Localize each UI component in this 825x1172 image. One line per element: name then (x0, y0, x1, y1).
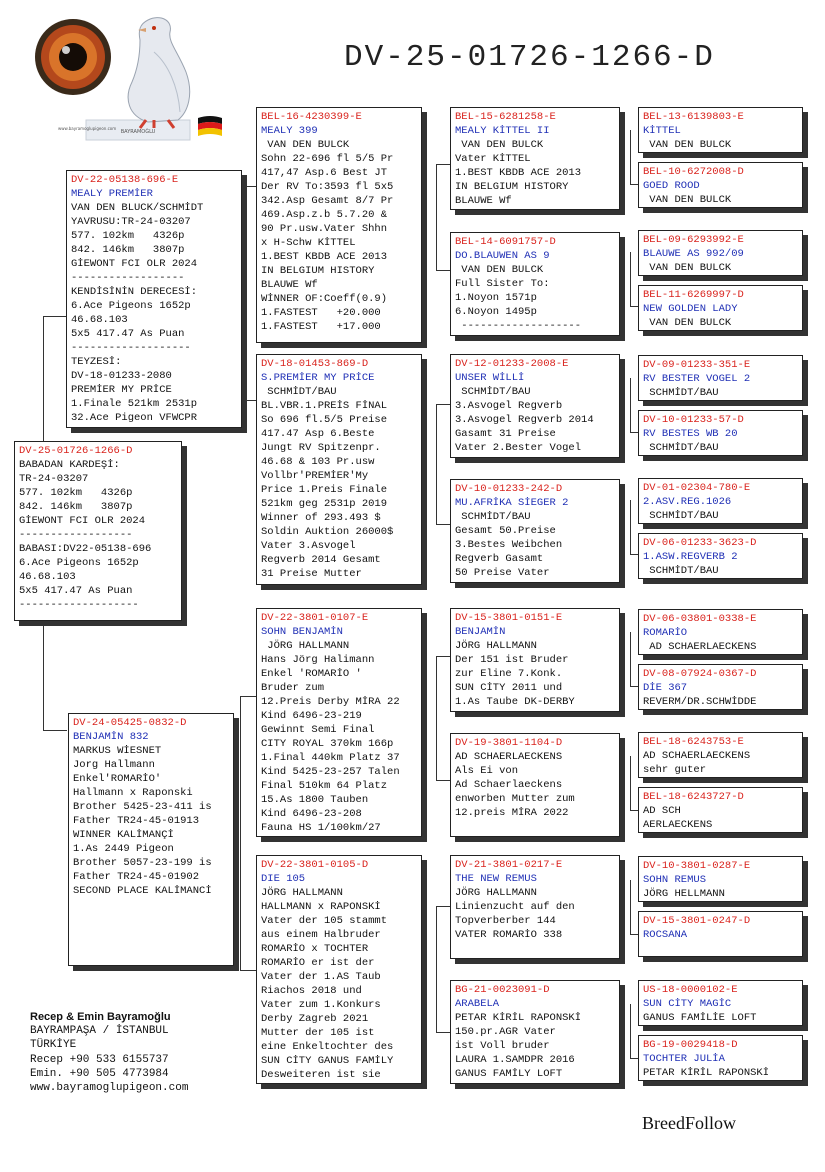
pedigree-box-dam (68, 713, 234, 966)
connector-line (630, 756, 631, 810)
logo-caption: BAYRAMOĞLU (120, 129, 156, 135)
pedigree-line: 32.Ace Pigeon VFWCPR (71, 412, 198, 424)
pigeon-name: GOED ROOD (643, 180, 700, 192)
pedigree-line: JÖRG HALLMANN (455, 640, 537, 652)
pedigree-line: WİNNER OF:Coeff(0.9) (261, 293, 388, 305)
pedigree-line: Ad Schaerlaeckens (455, 779, 563, 791)
pedigree-line: AD SCHAERLAECKENS (643, 641, 757, 653)
connector-line (436, 906, 437, 1032)
pedigree-line: CITY ROYAL 370km 166p (261, 738, 394, 750)
pedigree-box-dds (450, 855, 620, 959)
pedigree-line: VAN DEN BULCK (643, 139, 732, 151)
connector-line (240, 696, 241, 970)
owner-country: TÜRKİYE (30, 1039, 77, 1052)
ring-number: BEL-09-6293992-E (643, 234, 744, 246)
pedigree-line: JÖRG HELLMANN (643, 888, 725, 900)
pedigree-line: WINNER KALİMANÇİ (73, 829, 174, 841)
ring-number: DV-22-3801-0107-E (261, 612, 369, 624)
pedigree-line: 12.Preis Derby MİRA 22 (261, 696, 400, 708)
pedigree-line: 3.Asvogel Regverb 2014 (455, 414, 594, 426)
pedigree-line: Sohn 22-696 fl 5/5 Pr (261, 153, 394, 165)
pedigree-line: 842. 146km 3807p (71, 244, 185, 256)
pigeon-name: DO.BLAUWEN AS 9 (455, 250, 550, 262)
pedigree-line: BLAUWE Wf (261, 279, 318, 291)
pedigree-line: Brother 5425-23-411 is (73, 801, 212, 813)
pedigree-box-g14 (638, 911, 803, 957)
ring-number: DV-18-01453-869-D (261, 358, 369, 370)
pedigree-line: Gasamt 31 Preise (455, 428, 556, 440)
ring-number: BG-19-0029418-D (643, 1039, 738, 1051)
pedigree-box-g4 (638, 285, 803, 331)
pedigree-line: VAN DEN BULCK (643, 317, 732, 329)
pedigree-line: 1.BEST KBDB ACE 2013 (261, 251, 388, 263)
pigeon-name: 1.ASW.REGVERB 2 (643, 551, 738, 563)
pigeon-name: 2.ASV.REG.1026 (643, 496, 732, 508)
pedigree-line: Hans Jörg Halimann (261, 654, 375, 666)
connector-line (436, 164, 450, 165)
pedigree-line: Regverb 2014 Gesamt (261, 554, 381, 566)
pedigree-line: 3.Bestes Weibchen (455, 539, 563, 551)
connector-line (436, 1032, 450, 1033)
pedigree-line: ROMARİO er ist der (261, 957, 375, 969)
pedigree-box-dsd (450, 733, 620, 837)
pedigree-line: 6.Noyon 1495p (455, 306, 537, 318)
connector-line (436, 404, 450, 405)
pedigree-line: Linienzucht auf den (455, 901, 575, 913)
pedigree-line: PETAR KİRİL RAPONSKİ (643, 1067, 770, 1079)
pedigree-line: Father TR24-45-01913 (73, 815, 200, 827)
pedigree-line: Vollbr'PREMİER'My (261, 470, 369, 482)
pedigree-line: Bruder zum (261, 682, 325, 694)
pedigree-box-g12 (638, 787, 803, 833)
pedigree-line: 6.Ace Pigeons 1652p (71, 300, 191, 312)
connector-line (43, 316, 67, 317)
pedigree-line: 342.Asp Gesamt 8/7 Pr (261, 195, 394, 207)
pedigree-line: Fauna HS 1/100km/27 (261, 822, 381, 834)
pedigree-line: SUN CİTY 2011 und (455, 682, 563, 694)
ring-number: DV-19-3801-1104-D (455, 737, 563, 749)
pedigree-line: Price 1.Preis Finale (261, 484, 388, 496)
pigeon-name: NEW GOLDEN LADY (643, 303, 738, 315)
pedigree-box-g6 (638, 410, 803, 456)
pedigree-line: 417.47 Asp 6.Beste (261, 428, 375, 440)
pedigree-box-g10 (638, 664, 803, 710)
pedigree-line: Enkel 'ROMARİO ' (261, 668, 362, 680)
pedigree-line: GİEWONT FCI OLR 2024 (19, 515, 146, 527)
pedigree-box-dam-dam (256, 855, 422, 1084)
pedigree-line: GİEWONT FCI OLR 2024 (71, 258, 198, 270)
pedigree-line: 150.pr.AGR Vater (455, 1026, 556, 1038)
pedigree-line: eine Enkeltochter des (261, 1041, 394, 1053)
pedigree-line: 417,47 Asp.6 Best JT (261, 167, 388, 179)
pedigree-line: VAN DEN BULCK (643, 194, 732, 206)
pedigree-line: 1.FASTEST +20.000 (261, 307, 381, 319)
ring-number: BEL-18-6243727-D (643, 791, 744, 803)
pedigree-line: SUN CİTY GANUS FAMİLY (261, 1055, 394, 1067)
owner-name: Recep & Emin Bayramoğlu (30, 1011, 171, 1023)
pigeon-name: MEALY KİTTEL II (455, 125, 550, 137)
ring-number: DV-24-05425-0832-D (73, 717, 187, 729)
connector-line (436, 656, 437, 780)
pedigree-box-ddd (450, 980, 620, 1084)
pedigree-line: Der RV To:3593 fl 5x5 (261, 181, 394, 193)
pedigree-line: 5x5 417.47 As Puan (71, 328, 185, 340)
pedigree-box-sss (450, 107, 620, 210)
pedigree-line: PETAR KİRİL RAPONSKİ (455, 1012, 582, 1024)
ring-number: DV-09-01233-351-E (643, 359, 751, 371)
pedigree-line: SCHMİDT/BAU (455, 511, 531, 523)
ring-number: BEL-15-6281258-E (455, 111, 556, 123)
connector-line (630, 500, 631, 554)
pigeon-name: RV BESTES WB 20 (643, 428, 738, 440)
connector-line (240, 186, 256, 187)
pedigree-box-g9 (638, 609, 803, 655)
pigeon-name: BLAUWE AS 992/09 (643, 248, 744, 260)
pedigree-line: Kind 6496-23-219 (261, 710, 362, 722)
pedigree-line: AERLAECKENS (643, 819, 713, 831)
pedigree-line: BL.VBR.1.PREİS FİNAL (261, 400, 388, 412)
pedigree-box-sdd (450, 479, 620, 583)
pedigree-line: Gewinnt Semi Final (261, 724, 375, 736)
pedigree-box-g1 (638, 107, 803, 153)
pedigree-line: Father TR24-45-01902 (73, 871, 200, 883)
pedigree-line: TEYZESİ: (71, 356, 122, 368)
pedigree-line: VAN DEN BLUCK/SCHMİDT (71, 202, 204, 214)
pedigree-line: Regverb Gasamt (455, 553, 544, 565)
pedigree-line: Full Sister To: (455, 278, 550, 290)
pedigree-line: Kind 6496-23-208 (261, 808, 362, 820)
connector-line (630, 880, 631, 934)
pigeon-name: KİTTEL (643, 125, 681, 137)
pedigree-line: Riachos 2018 und (261, 985, 362, 997)
pedigree-line: Enkel'ROMARİO' (73, 773, 162, 785)
pedigree-box-sire (66, 170, 242, 428)
pedigree-line: YAVRUSU:TR-24-03207 (71, 216, 191, 228)
pedigree-line: Kind 5425-23-257 Talen (261, 766, 400, 778)
pigeon-name: UNSER WİLLİ (455, 372, 525, 384)
pedigree-line: 31 Preise Mutter (261, 568, 362, 580)
pedigree-line: SCHMİDT/BAU (261, 386, 337, 398)
ring-number: BG-21-0023091-D (455, 984, 550, 996)
pedigree-line: PREMİER MY PRİCE (71, 384, 172, 396)
pedigree-line: Soldin Auktion 26000$ (261, 526, 394, 538)
pedigree-line: Derby Zagreb 2021 (261, 1013, 369, 1025)
pedigree-line: Gesamt 50.Preise (455, 525, 556, 537)
pedigree-line: JÖRG HALLMANN (261, 887, 343, 899)
pigeon-name: SUN CİTY MAGİC (643, 998, 732, 1010)
ring-number: DV-10-3801-0287-E (643, 860, 751, 872)
pigeon-name: TOCHTER JULİA (643, 1053, 725, 1065)
pedigree-line: DV-18-01233-2080 (71, 370, 172, 382)
pigeon-name: S.PREMİER MY PRİCE (261, 372, 375, 384)
connector-line (630, 1004, 631, 1058)
ring-number: DV-21-3801-0217-E (455, 859, 563, 871)
pedigree-line: 1.FASTEST +17.000 (261, 321, 381, 333)
pedigree-line: 1.BEST KBDB ACE 2013 (455, 167, 582, 179)
pigeon-name: BENJAMİN 832 (73, 731, 149, 743)
pedigree-line: GANUS FAMİLY LOFT (455, 1068, 563, 1080)
connector-line (630, 306, 638, 307)
pedigree-line: x H-Schw KİTTEL (261, 237, 356, 249)
pedigree-line: Final 510km 64 Platz (261, 780, 388, 792)
connector-line (43, 730, 67, 731)
pedigree-line: Brother 5057-23-199 is (73, 857, 212, 869)
pedigree-line: Vater der 105 stammt (261, 915, 388, 927)
pigeon-name: MU.AFRİKA SİEGER 2 (455, 497, 569, 509)
pedigree-line: ------------------- (71, 342, 191, 354)
pedigree-line: ist Voll bruder (455, 1040, 550, 1052)
pedigree-line: IN BELGIUM HISTORY (261, 265, 375, 277)
pedigree-line: 46.68.103 (71, 314, 128, 326)
pedigree-line: 1.As 2449 Pigeon (73, 843, 174, 855)
pedigree-line: Hallmann x Raponski (73, 787, 193, 799)
ring-number: DV-12-01233-2008-E (455, 358, 569, 370)
ring-number: BEL-10-6272008-D (643, 166, 744, 178)
pedigree-box-sire-sire (256, 107, 422, 343)
pedigree-line: HALLMANN x RAPONSKİ (261, 901, 381, 913)
pedigree-line: SCHMİDT/BAU (643, 565, 719, 577)
pedigree-line: VAN DEN BULCK (643, 262, 732, 274)
pedigree-line: ------------------- (19, 599, 139, 611)
pedigree-line: ------------------ (71, 272, 185, 284)
connector-line (240, 970, 256, 971)
pedigree-line: 15.As 1800 Tauben (261, 794, 369, 806)
pedigree-line: VAN DEN BULCK (261, 139, 350, 151)
connector-line (436, 164, 437, 270)
connector-line (630, 252, 631, 306)
pigeon-name: DİE 367 (643, 682, 688, 694)
pigeon-name: THE NEW REMUS (455, 873, 537, 885)
connector-line (240, 696, 256, 697)
pigeon-name: SOHN REMUS (643, 874, 707, 886)
pedigree-line: Desweiteren ist sie (261, 1069, 381, 1081)
pedigree-line: aus einem Halbruder (261, 929, 381, 941)
connector-line (436, 780, 450, 781)
connector-line (630, 432, 638, 433)
pedigree-line: 5x5 417.47 As Puan (19, 585, 133, 597)
pedigree-line: ------------------- (455, 320, 582, 332)
pigeon-name: ROCSANA (643, 929, 688, 941)
pedigree-line: AD SCH (643, 805, 681, 817)
ring-number: US-18-0000102-E (643, 984, 738, 996)
connector-line (630, 130, 631, 184)
pigeon-name: RV BESTER VOGEL 2 (643, 373, 751, 385)
pedigree-line: VAN DEN BULCK (455, 139, 544, 151)
pedigree-line: AD SCHAERLAECKENS (455, 751, 563, 763)
pedigree-line: 46.68.103 (19, 571, 76, 583)
pigeon-name: MEALY PREMİER (71, 188, 153, 200)
pedigree-line: Vater 3.Asvogel (261, 540, 356, 552)
pigeon-name: ROMARİO (643, 627, 688, 639)
pedigree-line: 577. 102km 4326p (19, 487, 133, 499)
ring-number: BEL-18-6243753-E (643, 736, 744, 748)
pedigree-line: 1.Final 440km Platz 37 (261, 752, 400, 764)
pedigree-line: SCHMİDT/BAU (643, 442, 719, 454)
ring-number: DV-22-05138-696-E (71, 174, 179, 186)
ring-number: DV-15-3801-0151-E (455, 612, 563, 624)
ring-number: DV-01-02304-780-E (643, 482, 751, 494)
pedigree-line: 1.Finale 521km 2531p (71, 398, 198, 410)
pedigree-box-g5 (638, 355, 803, 401)
ring-number: BEL-14-6091757-D (455, 236, 556, 248)
owner-city: BAYRAMPAŞA / İSTANBUL (30, 1025, 169, 1038)
pedigree-line: So 696 fl.5/5 Preise (261, 414, 388, 426)
pedigree-box-g3 (638, 230, 803, 276)
pedigree-line: SCHMİDT/BAU (643, 510, 719, 522)
pedigree-title: DV-25-01726-1266-D (344, 40, 715, 75)
pedigree-line: JÖRG HALLMANN (455, 887, 537, 899)
owner-phone-2: Emin. +90 505 4773984 (30, 1067, 169, 1080)
pedigree-box-g11 (638, 732, 803, 778)
connector-line (43, 610, 44, 730)
ring-number: DV-10-01233-57-D (643, 414, 744, 426)
pigeon-name: SOHN BENJAMİN (261, 626, 343, 638)
connector-line (630, 184, 638, 185)
pedigree-line: 1.Noyon 1571p (455, 292, 537, 304)
connector-line (240, 400, 256, 401)
brand-logo: BreedFollow (642, 1113, 736, 1133)
connector-line (436, 656, 450, 657)
pedigree-line: Vater 2.Bester Vogel (455, 442, 582, 454)
pedigree-line: IN BELGIUM HISTORY (455, 181, 569, 193)
ring-number: DV-22-3801-0105-D (261, 859, 369, 871)
ring-number: BEL-13-6139803-E (643, 111, 744, 123)
ring-number: BEL-16-4230399-E (261, 111, 362, 123)
pedigree-line: Mutter der 105 ist (261, 1027, 375, 1039)
pedigree-line: BLAUWE Wf (455, 195, 512, 207)
pedigree-box-g15 (638, 980, 803, 1026)
pedigree-line: VATER ROMARİO 338 (455, 929, 563, 941)
germany-flag-icon (196, 114, 224, 138)
ring-number: DV-10-01233-242-D (455, 483, 563, 495)
pedigree-box-dss (450, 608, 620, 712)
pedigree-box-sire-dam (256, 354, 422, 585)
pedigree-line: BABADAN KARDEŞİ: (19, 459, 120, 471)
pedigree-box-subject (14, 441, 182, 621)
pedigree-line: 12.preis MİRA 2022 (455, 807, 569, 819)
pigeon-name: BENJAMİN (455, 626, 506, 638)
pedigree-line: enworben Mutter zum (455, 793, 575, 805)
connector-line (436, 270, 450, 271)
pedigree-line: GANUS FAMİLİE LOFT (643, 1012, 757, 1024)
pedigree-line: 577. 102km 4326p (71, 230, 185, 242)
connector-line (436, 524, 450, 525)
connector-line (630, 1058, 638, 1059)
pedigree-line: 90 Pr.usw.Vater Shhn (261, 223, 388, 235)
connector-line (436, 404, 437, 524)
owner-phone-1: Recep +90 533 6155737 (30, 1053, 169, 1066)
pedigree-line: TR-24-03207 (19, 473, 89, 485)
pedigree-line: Vater der 1.AS Taub (261, 971, 381, 983)
pedigree-line: REVERM/DR.SCHWİDDE (643, 696, 757, 708)
pedigree-line: VAN DEN BULCK (455, 264, 544, 276)
pedigree-line: SCHMİDT/BAU (455, 386, 531, 398)
pedigree-line: 842. 146km 3807p (19, 501, 133, 513)
ring-number: DV-15-3801-0247-D (643, 915, 751, 927)
ring-number: DV-06-01233-3623-D (643, 537, 757, 549)
pedigree-box-g2 (638, 162, 803, 208)
connector-line (436, 906, 450, 907)
pedigree-box-dam-sire (256, 608, 422, 837)
pedigree-box-ssd (450, 232, 620, 336)
connector-line (630, 686, 638, 687)
pedigree-line: ------------------ (19, 529, 133, 541)
pedigree-line: 46.68 & 103 Pr.usw (261, 456, 375, 468)
pedigree-line: 3.Asvogel Regverb (455, 400, 563, 412)
ring-number: BEL-11-6269997-D (643, 289, 744, 301)
pigeon-name: ARABELA (455, 998, 500, 1010)
pedigree-line: 469.Asp.z.b 5.7.20 & (261, 209, 388, 221)
pedigree-line: Als Ei von (455, 765, 519, 777)
pedigree-line: 50 Preise Vater (455, 567, 550, 579)
pedigree-line: 521km geg 2531p 2019 (261, 498, 388, 510)
pedigree-line: Jorg Hallmann (73, 759, 155, 771)
pedigree-line: zur Eline 7.Konk. (455, 668, 563, 680)
logo-small-text: www.bayramoglupigeon.com (58, 126, 117, 131)
pedigree-line: 1.As Taube DK-DERBY (455, 696, 575, 708)
pedigree-line: Vater zum 1.Konkurs (261, 999, 381, 1011)
pedigree-line: JÖRG HALLMANN (261, 640, 350, 652)
pigeon-name: MEALY 399 (261, 125, 318, 137)
pedigree-line: LAURA 1.SAMDPR 2016 (455, 1054, 575, 1066)
pigeon-name: DIE 105 (261, 873, 306, 885)
pedigree-line: 6.Ace Pigeons 1652p (19, 557, 139, 569)
pedigree-box-g16 (638, 1035, 803, 1081)
pedigree-box-sds (450, 354, 620, 458)
pedigree-line: AD SCHAERLAECKENS (643, 750, 751, 762)
connector-line (630, 934, 638, 935)
connector-line (630, 554, 638, 555)
pedigree-line: Jungt RV Spitzenpr. (261, 442, 381, 454)
owner-contact (30, 1010, 188, 1095)
owner-website[interactable]: www.bayramoglupigeon.com (30, 1082, 189, 1095)
pedigree-box-g13 (638, 856, 803, 902)
pedigree-line: Der 151 ist Bruder (455, 654, 569, 666)
ring-number: DV-08-07924-0367-D (643, 668, 757, 680)
ring-number: DV-06-03801-0338-E (643, 613, 757, 625)
connector-line (43, 316, 44, 446)
pedigree-line: Vater KİTTEL (455, 153, 531, 165)
pedigree-box-g7 (638, 478, 803, 524)
pedigree-line: sehr guter (643, 764, 707, 776)
pedigree-line: KENDİSİNİN DERECESİ: (71, 286, 198, 298)
pedigree-line: SECOND PLACE KALİMANCİ (73, 885, 212, 897)
pedigree-line: ROMARİO x TOCHTER (261, 943, 369, 955)
pedigree-line: SCHMİDT/BAU (643, 387, 719, 399)
pedigree-line: Topverberber 144 (455, 915, 556, 927)
pedigree-line: BABASI:DV22-05138-696 (19, 543, 152, 555)
connector-line (630, 810, 638, 811)
connector-line (630, 632, 631, 686)
pedigree-line: Winner of 293.493 $ (261, 512, 381, 524)
pedigree-line: MARKUS WİESNET (73, 745, 162, 757)
pedigree-box-g8 (638, 533, 803, 579)
ring-number: DV-25-01726-1266-D (19, 445, 133, 457)
connector-line (630, 378, 631, 432)
